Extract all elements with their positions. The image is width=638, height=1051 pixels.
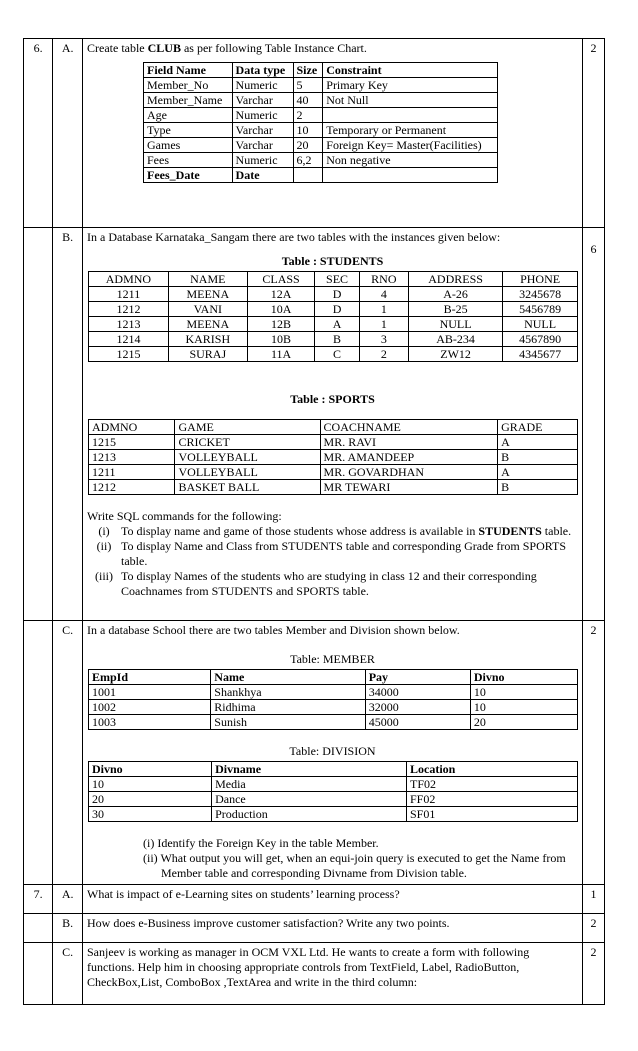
sports-table — [88, 419, 578, 495]
table-cell: A — [498, 435, 578, 450]
question-number-7: 7. — [24, 885, 53, 914]
table-cell: MR. RAVI — [320, 435, 498, 450]
q6c-content — [83, 621, 583, 885]
table-cell: Sunish — [211, 715, 365, 730]
table-cell: 1215 — [89, 347, 169, 362]
table-cell: 1212 — [89, 302, 169, 317]
part-label-c: C. — [53, 621, 83, 885]
table-cell: NULL — [409, 317, 503, 332]
sql-item-text: To display name and game of those students whose address is available in STUDENTS table. — [121, 524, 572, 538]
division-table — [88, 761, 578, 822]
table-cell: Numeric — [232, 78, 293, 93]
table-cell: Temporary or Permanent — [323, 123, 498, 138]
table-row — [89, 480, 578, 495]
column-header: Location — [407, 762, 578, 777]
table-cell: 10 — [293, 123, 323, 138]
sql-item-number: (i) — [98, 524, 110, 538]
table-cell: 1003 — [89, 715, 211, 730]
table-cell: Varchar — [232, 93, 293, 108]
table-row — [89, 435, 578, 450]
header-row — [89, 670, 578, 685]
table-cell: B — [498, 480, 578, 495]
q6b-text: In a Database Karnataka_Sangam there are two tables with the instances given below: — [87, 230, 501, 244]
table-cell: D — [315, 287, 359, 302]
table-row — [89, 715, 578, 730]
q6a-text: Create table CLUB as per following Table Instance Chart. — [87, 41, 367, 55]
table-row — [144, 108, 498, 123]
table-cell: TF02 — [407, 777, 578, 792]
column-header: Name — [211, 670, 365, 685]
table-cell: 4567890 — [503, 332, 578, 347]
q6c-question-1: (i) Identify the Foreign Key in the table Member. — [143, 836, 379, 850]
table-cell: A-26 — [409, 287, 503, 302]
table-cell: Foreign Key= Master(Facilities) — [323, 138, 498, 153]
table-row — [89, 317, 578, 332]
table-cell: 10 — [470, 700, 577, 715]
header-row — [89, 272, 578, 287]
column-header: RNO — [359, 272, 408, 287]
column-header: Constraint — [323, 63, 498, 78]
column-header: Size — [293, 63, 323, 78]
column-header: ADMNO — [89, 272, 169, 287]
table-cell: 10B — [247, 332, 315, 347]
table-cell: 1215 — [89, 435, 175, 450]
column-header: Divno — [89, 762, 212, 777]
division-caption: Table: DIVISION — [289, 744, 376, 758]
part-label-b: B. — [53, 228, 83, 621]
table-cell: 10A — [247, 302, 315, 317]
table-cell: Fees — [144, 153, 233, 168]
column-header: Divno — [470, 670, 577, 685]
table-cell: KARISH — [168, 332, 247, 347]
q7c-row — [24, 943, 605, 1005]
q6c-questions — [143, 836, 578, 881]
table-cell: Non negative — [323, 153, 498, 168]
q7a-text: What is impact of e-Learning sites on students’ learning process? — [83, 885, 583, 914]
table-cell: 1001 — [89, 685, 211, 700]
table-row — [89, 792, 578, 807]
table-row — [144, 78, 498, 93]
table-cell: NULL — [503, 317, 578, 332]
table-cell: 1 — [359, 302, 408, 317]
column-header: NAME — [168, 272, 247, 287]
table-cell: Media — [212, 777, 407, 792]
table-cell: MR. AMANDEEP — [320, 450, 498, 465]
column-header: Field Name — [144, 63, 233, 78]
table-cell: 1211 — [89, 287, 169, 302]
part-label-c: C. — [53, 943, 83, 1005]
sql-intro: Write SQL commands for the following: — [87, 509, 282, 523]
part-label-a: A. — [53, 39, 83, 228]
column-header: SEC — [315, 272, 359, 287]
table-cell: Primary Key — [323, 78, 498, 93]
table-cell: 10 — [470, 685, 577, 700]
table-cell: BASKET BALL — [175, 480, 320, 495]
table-cell: VANI — [168, 302, 247, 317]
q6c-question-2: (ii) What output you will get, when an equi-join query is executed to get the Name from Member table and corresponding Divname from Division table. — [143, 851, 566, 880]
table-cell: 5 — [293, 78, 323, 93]
member-caption: Table: MEMBER — [290, 652, 375, 666]
table-cell: 20 — [293, 138, 323, 153]
table-cell: Games — [144, 138, 233, 153]
table-cell: SURAJ — [168, 347, 247, 362]
part-label-a: A. — [53, 885, 83, 914]
table-cell: Fees_Date — [144, 168, 233, 183]
table-row — [89, 700, 578, 715]
table-cell: ZW12 — [409, 347, 503, 362]
table-cell: Age — [144, 108, 233, 123]
q7c-text: Sanjeev is working as manager in OCM VXL Ltd. He wants to create a form with following functions. Help him in choosing appropriate controls from TextField, Label, RadioButton, CheckBox,List, ComboBox ,TextArea and write in the third column: — [83, 943, 583, 1005]
table-cell: 3245678 — [503, 287, 578, 302]
column-header: EmpId — [89, 670, 211, 685]
sql-item-text: To display Name and Class from STUDENTS table and corresponding Grade from SPORTS table. — [121, 539, 567, 568]
table-cell: 32000 — [365, 700, 470, 715]
table-cell: B-25 — [409, 302, 503, 317]
table-cell: 5456789 — [503, 302, 578, 317]
sql-item-number: (ii) — [96, 539, 112, 553]
table-cell: 4 — [359, 287, 408, 302]
column-header: CLASS — [247, 272, 315, 287]
table-row — [89, 807, 578, 822]
q7c-marks: 2 — [583, 943, 605, 1005]
table-cell: 1213 — [89, 317, 169, 332]
table-row — [89, 332, 578, 347]
column-header: Divname — [212, 762, 407, 777]
table-cell: 1002 — [89, 700, 211, 715]
table-cell: Type — [144, 123, 233, 138]
students-caption: Table : STUDENTS — [281, 254, 384, 268]
sql-item — [87, 569, 578, 599]
column-header: ADDRESS — [409, 272, 503, 287]
header-row — [89, 420, 578, 435]
table-cell: 12B — [247, 317, 315, 332]
q7b-text: How does e-Business improve customer satisfaction? Write any two points. — [83, 914, 583, 943]
table-cell: MEENA — [168, 317, 247, 332]
table-cell: 1 — [359, 317, 408, 332]
table-row — [89, 347, 578, 362]
q7b-marks: 2 — [583, 914, 605, 943]
table-row — [144, 123, 498, 138]
table-cell — [293, 168, 323, 183]
sql-item — [87, 524, 578, 539]
q7a-marks: 1 — [583, 885, 605, 914]
header-row — [144, 63, 498, 78]
table-cell: 1211 — [89, 465, 175, 480]
table-cell: 11A — [247, 347, 315, 362]
table-row — [144, 138, 498, 153]
table-cell: 40 — [293, 93, 323, 108]
q6c-row — [24, 621, 605, 885]
question-table — [23, 38, 605, 1005]
table-row — [89, 450, 578, 465]
q6c-marks: 2 — [583, 621, 605, 885]
table-cell — [323, 168, 498, 183]
column-header: COACHNAME — [320, 420, 498, 435]
table-cell: VOLLEYBALL — [175, 465, 320, 480]
table-cell: 6,2 — [293, 153, 323, 168]
table-cell: 1213 — [89, 450, 175, 465]
table-cell: B — [315, 332, 359, 347]
column-header: Pay — [365, 670, 470, 685]
table-cell: Shankhya — [211, 685, 365, 700]
column-header: Data type — [232, 63, 293, 78]
q6b-content — [83, 228, 583, 621]
q6b-row — [24, 228, 605, 621]
table-cell: Member_No — [144, 78, 233, 93]
table-cell: Dance — [212, 792, 407, 807]
q6b-marks: 6 — [583, 228, 605, 621]
sql-items — [87, 524, 578, 599]
sql-item-text: To display Names of the students who are studying in class 12 and their corresponding Coachnames from STUDENTS and SPORTS table. — [121, 569, 537, 598]
q6a-content — [83, 39, 583, 228]
table-cell: B — [498, 450, 578, 465]
table-row — [144, 168, 498, 183]
table-cell: FF02 — [407, 792, 578, 807]
table-cell: VOLLEYBALL — [175, 450, 320, 465]
table-cell: Production — [212, 807, 407, 822]
table-cell: CRICKET — [175, 435, 320, 450]
table-row — [89, 685, 578, 700]
table-cell: Ridhima — [211, 700, 365, 715]
table-cell: Varchar — [232, 138, 293, 153]
part-label-b: B. — [53, 914, 83, 943]
table-cell: 20 — [89, 792, 212, 807]
table-cell: 2 — [293, 108, 323, 123]
table-row — [144, 153, 498, 168]
q7a-row — [24, 885, 605, 914]
q6a-marks: 2 — [583, 39, 605, 228]
table-cell: 2 — [359, 347, 408, 362]
table-cell: AB-234 — [409, 332, 503, 347]
table-row — [89, 777, 578, 792]
table-cell: Date — [232, 168, 293, 183]
table-cell: 3 — [359, 332, 408, 347]
students-table — [88, 271, 578, 362]
sports-caption: Table : SPORTS — [290, 392, 375, 406]
table-row — [144, 93, 498, 108]
header-row — [89, 762, 578, 777]
table-cell: 1212 — [89, 480, 175, 495]
table-cell: Not Null — [323, 93, 498, 108]
table-cell: A — [315, 317, 359, 332]
table-cell: 1214 — [89, 332, 169, 347]
column-header: GRADE — [498, 420, 578, 435]
table-cell: 12A — [247, 287, 315, 302]
table-cell: 10 — [89, 777, 212, 792]
table-cell: C — [315, 347, 359, 362]
table-cell: 20 — [470, 715, 577, 730]
column-header: GAME — [175, 420, 320, 435]
sql-item-number: (iii) — [95, 569, 113, 583]
table-cell: Numeric — [232, 153, 293, 168]
table-cell: 34000 — [365, 685, 470, 700]
table-cell: 45000 — [365, 715, 470, 730]
table-cell: Numeric — [232, 108, 293, 123]
table-cell: Member_Name — [144, 93, 233, 108]
q7b-row — [24, 914, 605, 943]
club-instance-table — [143, 62, 498, 183]
table-cell: A — [498, 465, 578, 480]
sql-item — [87, 539, 578, 569]
table-cell: D — [315, 302, 359, 317]
table-cell: Varchar — [232, 123, 293, 138]
table-row — [89, 302, 578, 317]
table-cell: 30 — [89, 807, 212, 822]
member-table — [88, 669, 578, 730]
question-number-6: 6. — [24, 39, 53, 228]
table-cell — [323, 108, 498, 123]
column-header: ADMNO — [89, 420, 175, 435]
table-cell: MR TEWARI — [320, 480, 498, 495]
table-cell: MEENA — [168, 287, 247, 302]
table-cell: SF01 — [407, 807, 578, 822]
table-cell: MR. GOVARDHAN — [320, 465, 498, 480]
table-row — [89, 287, 578, 302]
column-header: PHONE — [503, 272, 578, 287]
table-cell: 4345677 — [503, 347, 578, 362]
q6a-row — [24, 39, 605, 228]
table-row — [89, 465, 578, 480]
q6c-text: In a database School there are two tables Member and Division shown below. — [87, 623, 460, 637]
